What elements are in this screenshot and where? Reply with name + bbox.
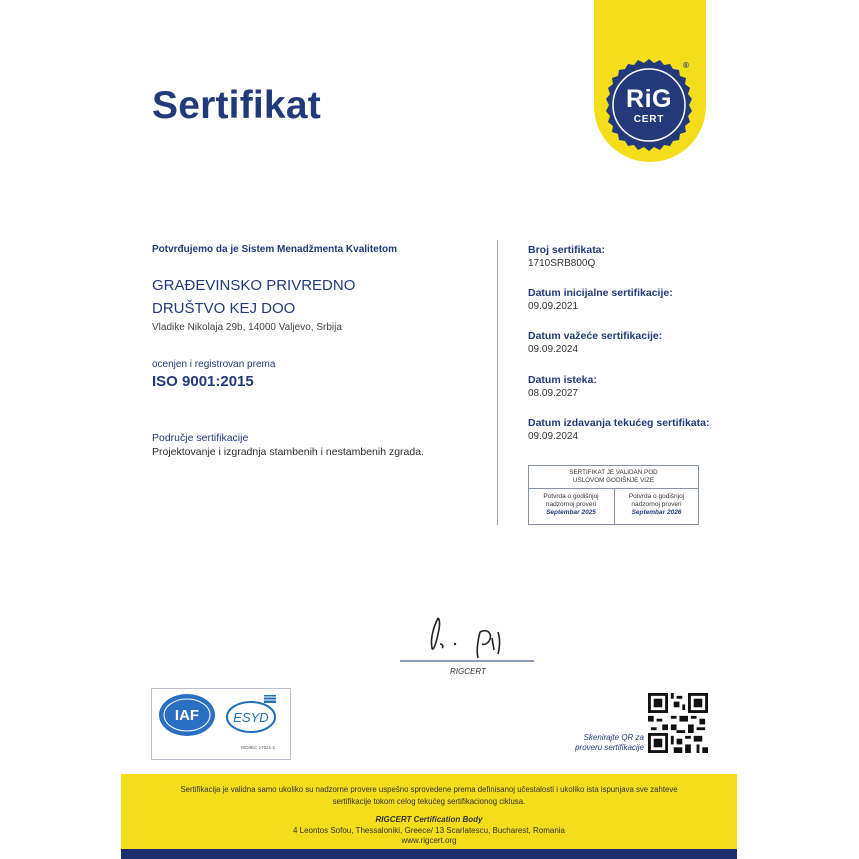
rigcert-logo [601, 57, 697, 153]
assessed-text: ocenjen i registrovan prema [152, 359, 276, 370]
intro-text: Potvrđujemo da je Sistem Menadžmenta Kvalitetom [152, 244, 398, 255]
validity-header [529, 466, 698, 488]
logo-main-text: RiG [626, 85, 672, 113]
surveillance-2026-line2: nadzornoj proveri [631, 501, 682, 508]
company-name-line2: DRUŠTVO KEJ DOO [152, 300, 296, 317]
surveillance-2026-line1: Potvrda o godišnjoj [628, 493, 685, 500]
surveillance-2025-line2: nadzornoj proveri [545, 501, 597, 508]
validity-header-line1: SERTIFIKAT JE VALIDAN POD [569, 469, 658, 476]
validity-header-line2: USLOVOM GODIŠNJE VIZE [572, 476, 655, 484]
initial-cert-date-value: 09.09.2021 [528, 301, 579, 312]
footer-band [121, 774, 737, 859]
current-cert-date-block [528, 330, 768, 355]
initial-cert-date-label: Datum inicijalne sertifikacije: [528, 287, 673, 299]
surveillance-2025-cell [529, 489, 613, 525]
signature-label: RIGCERT [450, 667, 486, 676]
certification-details [152, 244, 482, 458]
scope-label: Područje sertifikacije [152, 432, 249, 444]
validity-table [528, 465, 699, 525]
page-title: Sertifikat [152, 84, 321, 127]
surveillance-2026-date: Septembar 2026 [631, 509, 682, 516]
iso-standard: ISO 9001:2015 [152, 373, 254, 390]
footer-website[interactable]: www.rigcert.org [401, 836, 457, 845]
footer-notice [121, 784, 737, 808]
surveillance-2025-date: Septembar 2025 [546, 509, 596, 516]
iaf-text: IAF [174, 707, 200, 724]
cert-number-value: 1710SRB800Q [528, 258, 596, 269]
company-name-line1: GRAĐEVINSKO PRIVREDNO [152, 277, 356, 294]
scope-value: Projektovanje i izgradnja stambenih i nestambenih zgrada. [152, 446, 424, 458]
expiry-date-label: Datum isteka: [528, 374, 597, 386]
validity-row [529, 488, 698, 525]
surveillance-2026-cell [614, 489, 698, 525]
qr-code-icon[interactable] [648, 693, 708, 753]
accreditation-note: ISO/IEC 17021-1 [240, 745, 276, 750]
cert-number-block [528, 244, 768, 269]
footer-body-info [121, 815, 737, 847]
logo-sub-text: CERT [633, 114, 665, 125]
qr-instruction-line2: proveru sertifikacije [575, 743, 644, 752]
issue-date-label: Datum izdavanja tekućeg sertifikata: [528, 417, 710, 429]
initial-cert-date-block [528, 287, 768, 312]
issue-date-value: 09.09.2024 [528, 431, 579, 442]
footer-address: 4 Leontos Sofou, Thessaloniki, Greece/ 13 Scarlatescu, Bucharest, Romania [292, 825, 565, 835]
expiry-date-block [528, 374, 768, 399]
expiry-date-value: 08.09.2027 [528, 388, 579, 399]
footer-notice-line1: Sertifikacija je validna samo ukoliko su nadzorne provere uspešno sprovedene prema definisanoj učestalosti i ukoliko ista ispunjava sve zahteve [180, 785, 678, 794]
vertical-divider [497, 240, 498, 525]
footer-body-name: RIGCERT Certification Body [375, 815, 483, 824]
surveillance-2025-line1: Potvrda o godišnjoj [543, 493, 599, 500]
cert-number-label: Broj sertifikata: [528, 244, 606, 256]
qr-instruction-line1: Skenirajte QR za [583, 733, 644, 742]
footer-notice-line2: sertifikacije tokom celog tekućeg sertifikacionog ciklusa. [332, 797, 526, 806]
issue-date-block [528, 417, 768, 442]
footer-bar [121, 849, 737, 859]
registered-mark: ® [683, 61, 689, 70]
current-cert-date-label: Datum važeće sertifikacije: [528, 330, 663, 342]
qr-instruction [550, 733, 644, 753]
current-cert-date-value: 09.09.2024 [528, 344, 579, 355]
esyd-text: ESYD [233, 710, 269, 725]
company-address: Vladike Nikolaja 29b, 14000 Valjevo, Srbija [152, 322, 342, 333]
